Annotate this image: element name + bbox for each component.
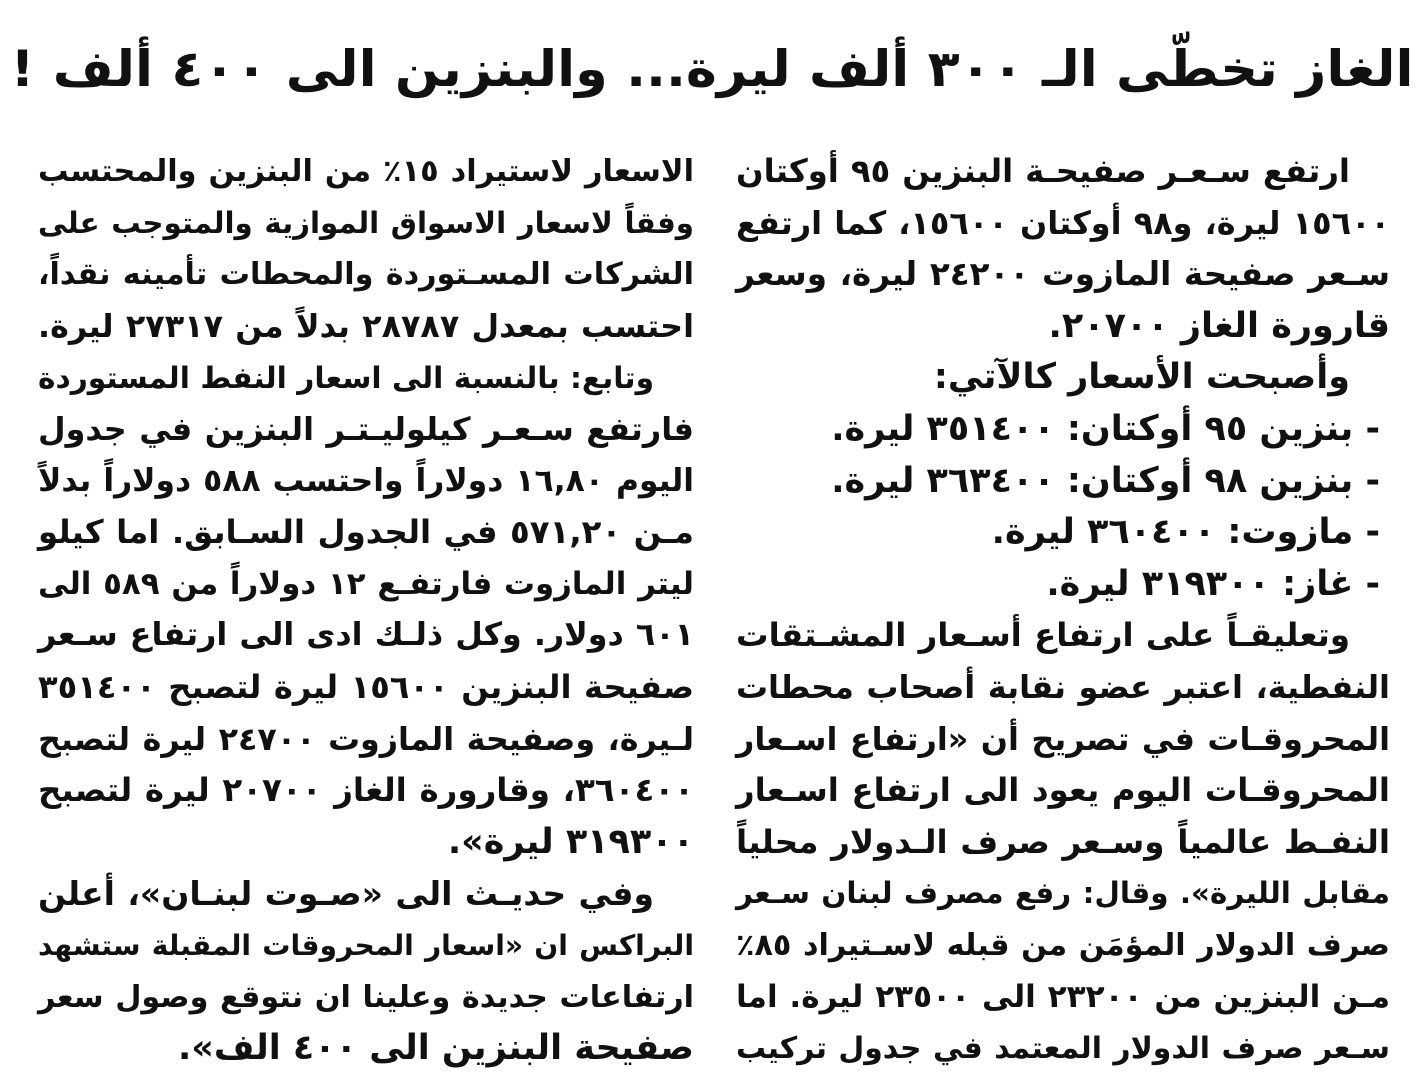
text-line: مـن ٥٧١,٢٠ في الجدول السـابق. اما كيلو — [38, 513, 694, 552]
text-line: صفيحة البنزين الى ٤٠٠ الف». — [178, 1028, 694, 1069]
price-list-item: - مازوت: ٣٦٠٤٠٠ ليرة. — [991, 512, 1380, 553]
article-headline: الغاز تخطّى الـ ٣٠٠ ألف ليرة... والبنزين الى ٤٠٠ ألف ! — [10, 40, 1414, 98]
text-line: ٣٦٠٤٠٠، وقارورة الغاز ٢٠٧٠٠ ليرة لتصبح — [38, 771, 694, 810]
text-line: ٣١٩٣٠٠ ليرة». — [447, 821, 694, 862]
text-line: وأصبحت الأسعار كالآتي: — [933, 357, 1350, 398]
text-line: لـيرة، وصفيحة المازوت ٢٤٧٠٠ ليرة لتصبح — [38, 720, 694, 758]
price-list-item: - بنزين ٩٨ أوكتان: ٣٦٣٤٠٠ ليرة. — [831, 460, 1380, 501]
text-line: فارتفع سـعـر كيلوليـتـر البنزين في جدول — [38, 409, 694, 448]
text-line: البراكس ان «اسعار المحروقات المقبلة ستشهد — [38, 928, 694, 962]
text-line: المحروقـات اليوم يعود الى ارتفاع اسـعار — [736, 771, 1390, 810]
text-line: مـن البنزين من ٢٣٢٠٠ الى ٢٣٥٠٠ ليرة. اما — [736, 978, 1390, 1015]
text-line: وتابع: بالنسبة الى اسعار النفط المستوردة — [38, 360, 654, 396]
text-line: احتسب بمعدل ٢٨٧٨٧ بدلاً من ٢٧٣١٧ ليرة. — [38, 306, 694, 345]
article-column-left — [38, 146, 694, 1075]
text-line: وتعليقـاً على ارتفاع أسـعار المشـتقات — [736, 616, 1350, 655]
text-line: النفطية، اعتبر عضو نقابة أصحاب محطات — [736, 667, 1390, 706]
text-line: الاسعار لاستيراد ١٥٪ من البنزين والمحتسب — [38, 154, 694, 189]
text-line: سـعر صرف الدولار المعتمد في جدول تركيب — [736, 1031, 1390, 1067]
text-line: مقابل الليرة». وقال: رفع مصرف لبنان سـعر — [736, 876, 1390, 911]
text-line: صفيحة البنزين ١٥٦٠٠ ليرة لتصبح ٣٥١٤٠٠ — [38, 667, 694, 706]
text-line: النفـط عالمياً وسـعر صرف الـدولار محلياً — [736, 822, 1390, 861]
text-line: سـعر صفيحة المازوت ٢٤٢٠٠ ليرة، وسعر — [736, 255, 1391, 294]
text-line: ارتفاعات جديدة وعلينا ان نتوقع وصول سعر — [38, 979, 694, 1015]
text-line: ٦٠١ دولار. وكل ذلـك ادى الى ارتفاع سـعر — [38, 617, 694, 654]
text-line: الشركات المسـتوردة والمحطات تأمينه نقداً، — [38, 257, 694, 293]
text-line: قارورة الغاز ٢٠٧٠٠. — [1048, 305, 1390, 346]
text-line: ليتر المازوت فارتفـع ١٢ دولاراً من ٥٨٩ الى — [38, 565, 694, 602]
text-line: ١٥٦٠٠ ليرة، و٩٨ أوكتان ١٥٦٠٠، كما ارتفع — [736, 203, 1391, 242]
article-column-right — [736, 146, 1390, 1075]
price-list-item: - بنزين ٩٥ أوكتان: ٣٥١٤٠٠ ليرة. — [831, 408, 1380, 449]
text-line: وفقاً لاسعار الاسواق الموازية والمتوجب على — [38, 205, 694, 240]
text-line: المحروقـات في تصريح أن «ارتفاع اسـعار — [736, 719, 1390, 758]
text-line: اليوم ١٦,٨٠ دولاراً واحتسب ٥٨٨ دولاراً بدلاً — [38, 462, 695, 499]
price-list-item: - غاز: ٣١٩٣٠٠ ليرة. — [1046, 563, 1380, 604]
text-line: وفي حديـث الى «صـوت لبنـان»، أعلن — [38, 874, 654, 914]
text-line: ارتفع سـعـر صفيحـة البنزين ٩٥ أوكتان — [736, 152, 1350, 190]
text-line: صرف الدولار المؤمَن من قبله لاسـتيراد ٨٥٪ — [736, 927, 1390, 963]
